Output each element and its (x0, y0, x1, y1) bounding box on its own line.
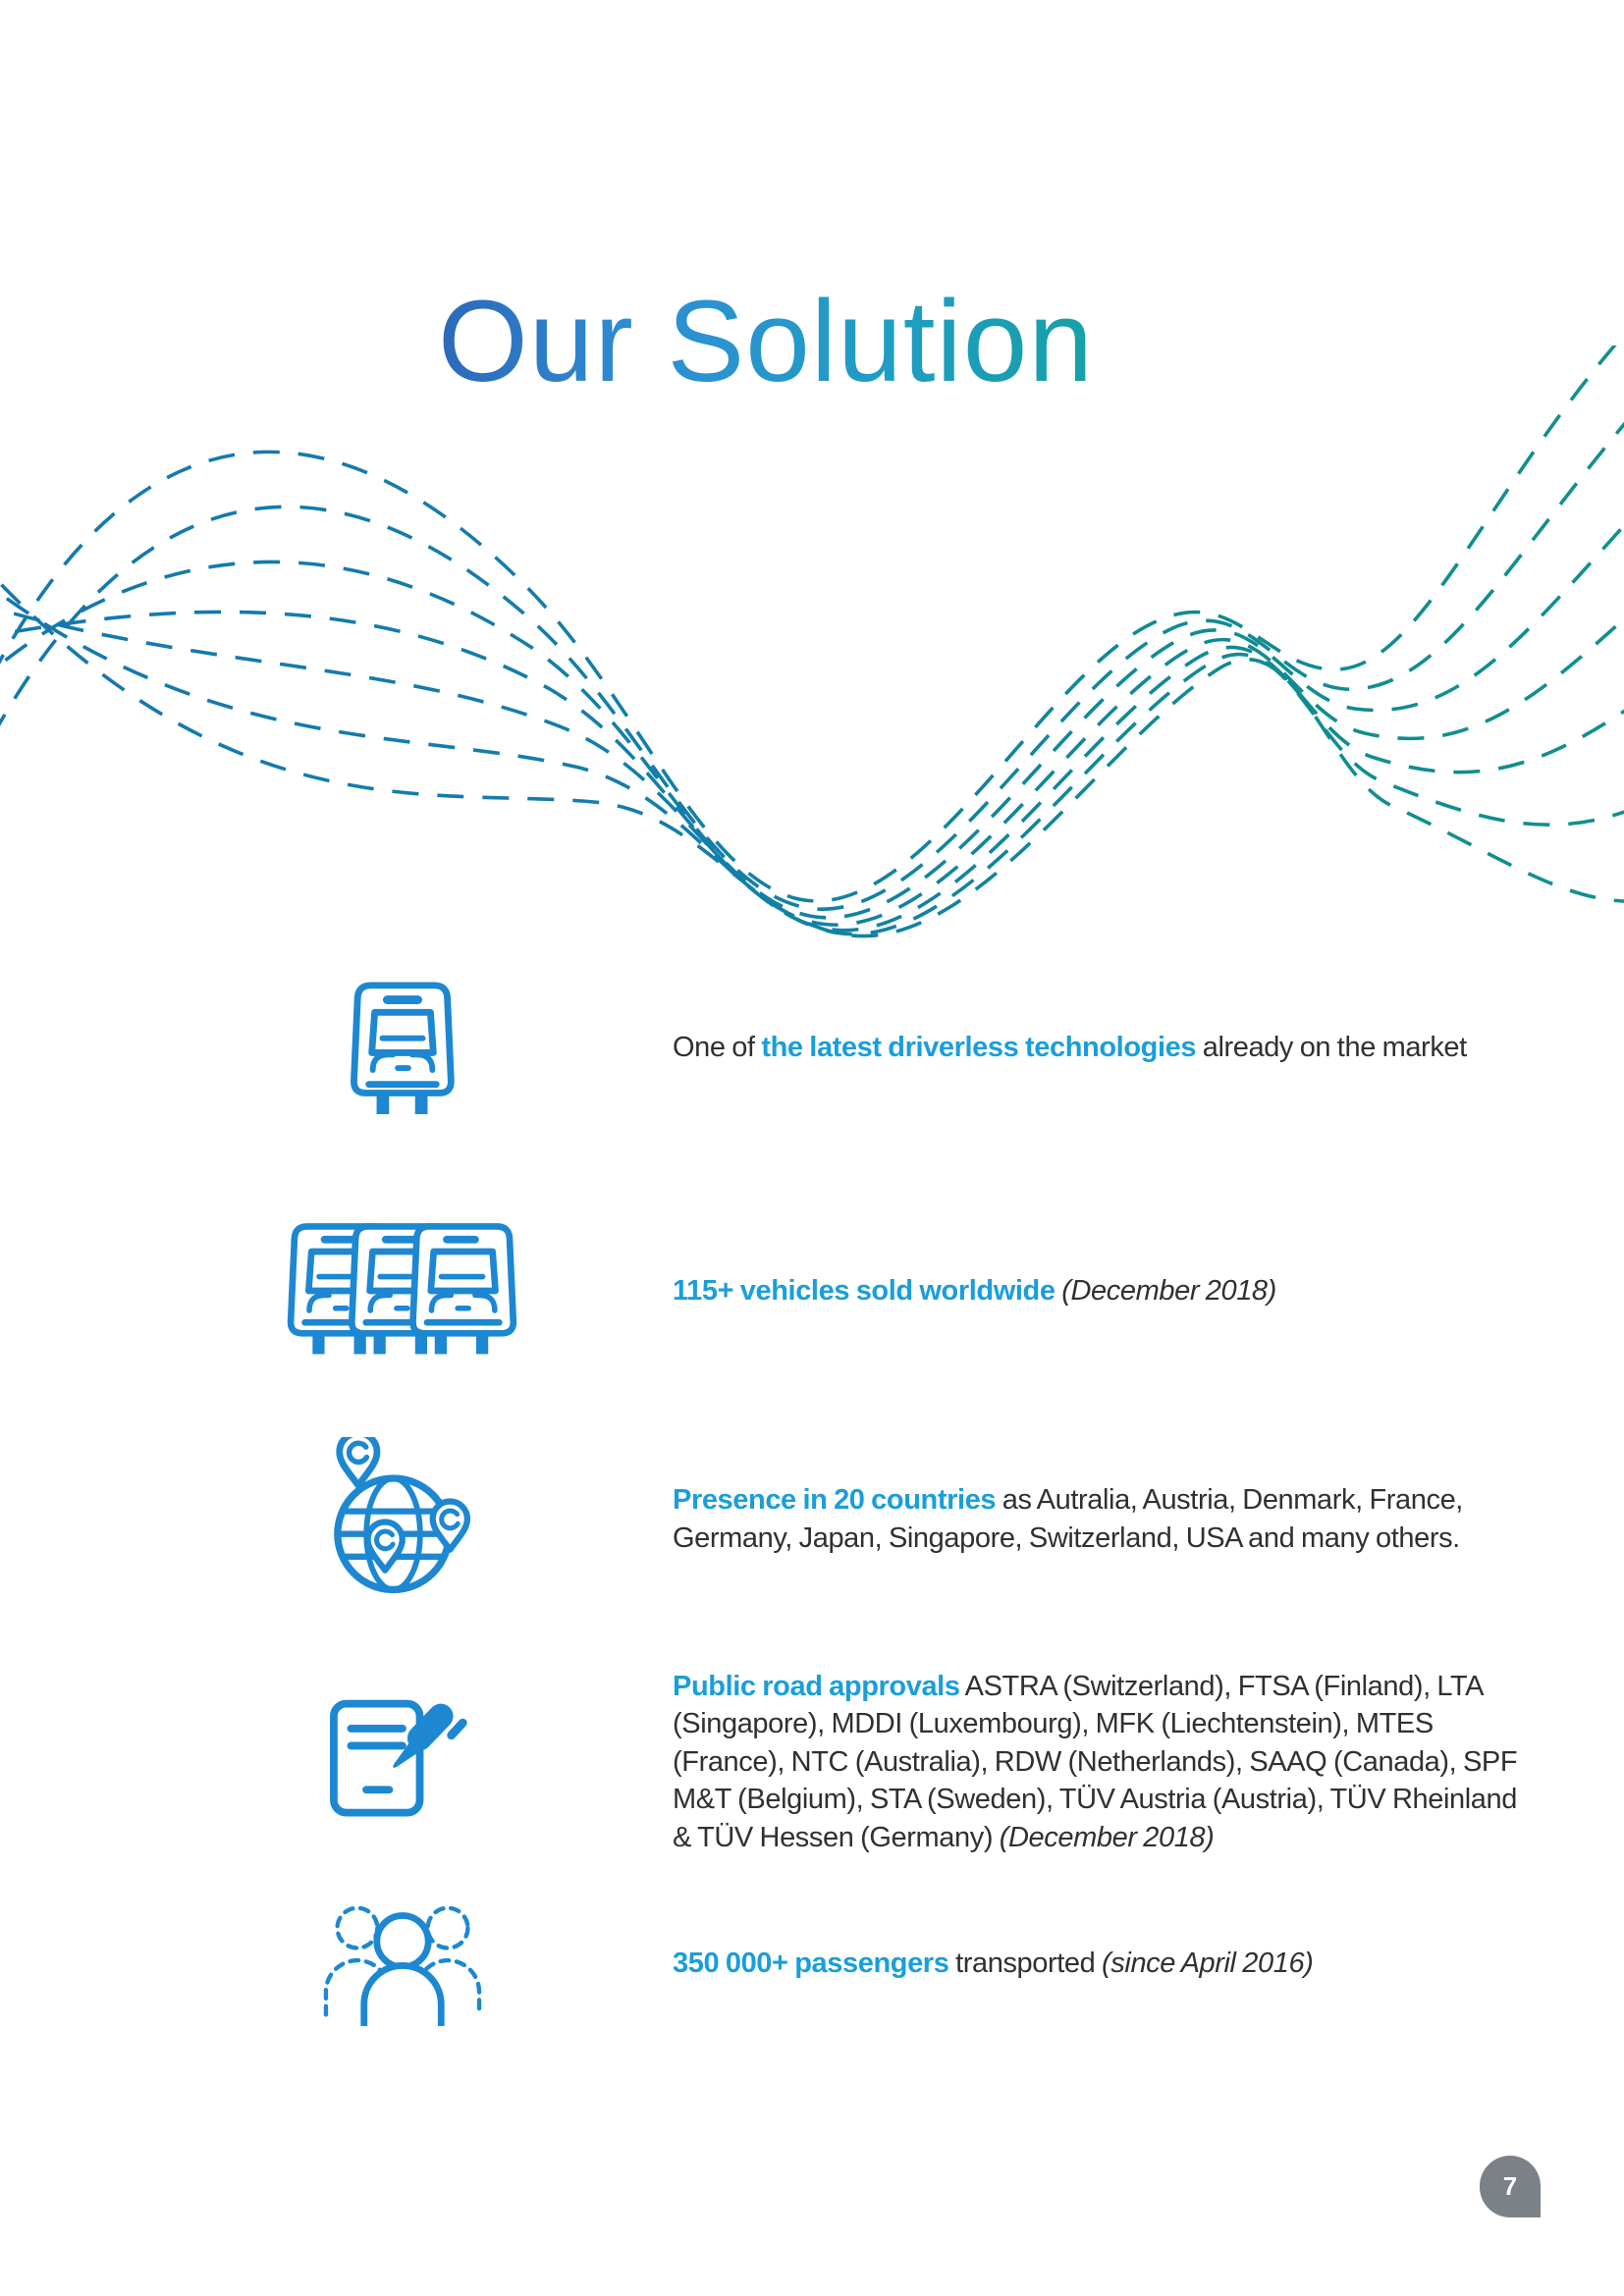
fact-highlight: 115+ vehicles sold worldwide (673, 1274, 1056, 1307)
page-number-badge (1480, 2156, 1541, 2217)
page-number: 7 (1502, 2171, 1518, 2201)
decorative-waves (0, 346, 1624, 979)
bus-front-icon (216, 980, 589, 1116)
fact-note: (December 2018) (1061, 1274, 1276, 1307)
fact-highlight: 350 000+ passengers (673, 1947, 949, 1979)
document-signature-icon (216, 1690, 589, 1834)
fact-text-approvals (673, 1668, 1532, 1857)
passengers-group-icon (216, 1900, 589, 2026)
fact-row-approvals (216, 1644, 1532, 1880)
fact-highlight: Public road approvals (673, 1670, 960, 1702)
fact-text-driverless (673, 1029, 1532, 1067)
fact-highlight: Presence in 20 countries (673, 1484, 997, 1516)
fact-text-vehicles-sold (673, 1272, 1532, 1310)
fact-suffix: already on the market (1196, 1032, 1467, 1064)
fact-text-passengers (673, 1945, 1532, 1983)
globe-location-pins-icon (216, 1437, 589, 1602)
fact-row-passengers (216, 1895, 1532, 2032)
fact-suffix: transported (948, 1947, 1103, 1979)
fact-highlight: the latest driverless technologies (761, 1032, 1197, 1064)
page-title: Our Solution (0, 283, 1532, 400)
fact-suffix: ASTRA (Switzerland), FTSA (Finland), LTA (Singapore), MDDI (Luxembourg), MFK (Liechtenstein), MTES (France), NTC (Australia), RDW (Netherlands), SAAQ (Canada), SPF M&T (Belgium), STA (Sweden), TÜV Austria (Austria), TÜV Rheinland & TÜV Hessen (Germany) (673, 1670, 1524, 1853)
fact-note: (December 2018) (999, 1821, 1215, 1853)
fact-text-countries (673, 1481, 1532, 1557)
fact-note: (since April 2016) (1102, 1947, 1314, 1979)
fact-suffix: as Autralia, Austria, Denmark, France, Germany, Japan, Singapore, Switzerland, USA and many others. (673, 1484, 1470, 1554)
bus-fleet-icon (216, 1222, 589, 1360)
fact-row-countries (216, 1428, 1532, 1610)
fact-row-driverless (216, 967, 1532, 1129)
fact-prefix: One of (673, 1032, 762, 1064)
fact-row-vehicles-sold (216, 1212, 1532, 1369)
